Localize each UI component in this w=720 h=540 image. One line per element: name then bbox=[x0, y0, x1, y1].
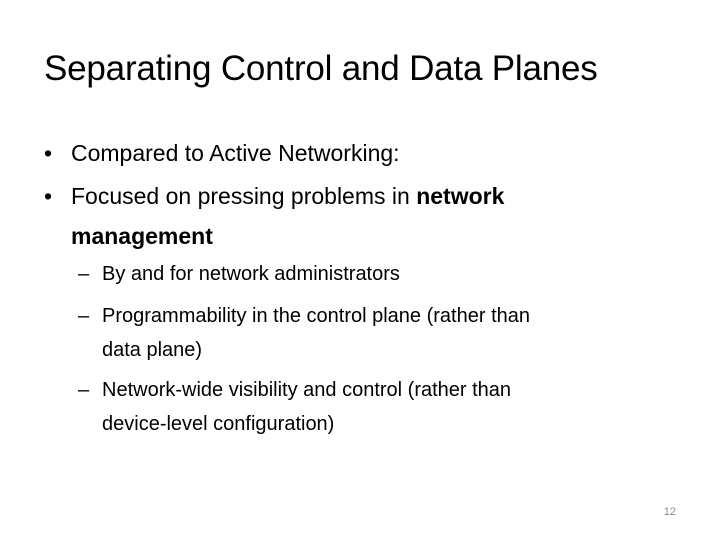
page-number: 12 bbox=[663, 506, 676, 518]
bullet-text: Compared to Active Networking: bbox=[71, 140, 400, 166]
sub-bullet-text: Programmability in the control plane (rather than bbox=[102, 305, 530, 327]
slide-title: Separating Control and Data Planes bbox=[44, 49, 598, 88]
bullet-text-bold: management bbox=[71, 223, 213, 249]
sub-bullet-marker: – bbox=[78, 263, 90, 285]
bullet-text-plain: Focused on pressing problems in bbox=[71, 183, 417, 209]
sub-bullet-text: data plane) bbox=[102, 339, 203, 361]
sub-bullet-marker: – bbox=[78, 305, 90, 327]
bullet-text-bold: network bbox=[416, 183, 505, 209]
bullet-text bbox=[71, 214, 213, 258]
sub-bullet-text: Network-wide visibility and control (rather than bbox=[102, 379, 512, 401]
sub-bullet-text: device-level configuration) bbox=[102, 413, 335, 435]
bullet-marker: • bbox=[44, 140, 53, 166]
sub-bullet-text: By and for network administrators bbox=[102, 263, 400, 285]
bullet-marker: • bbox=[44, 183, 53, 209]
sub-bullet-marker: – bbox=[78, 379, 90, 401]
bullet-text bbox=[71, 174, 504, 218]
